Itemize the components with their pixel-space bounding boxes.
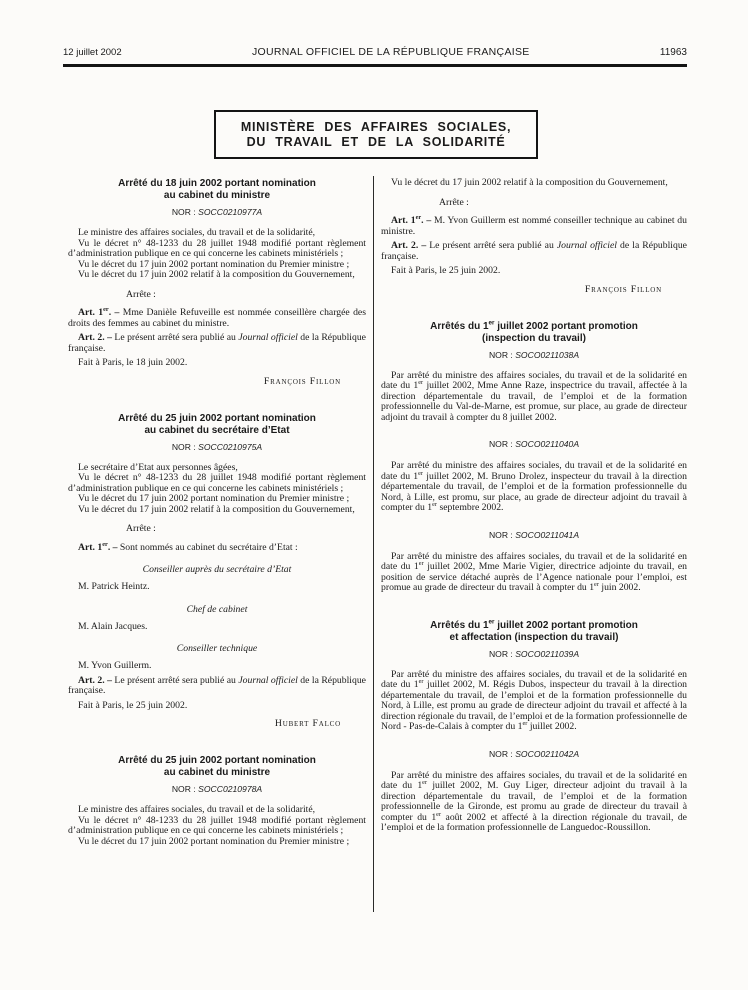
nor-line: NOR : SOCO0211039A [488, 648, 580, 659]
arrete-line: Arrête : [126, 523, 156, 534]
paragraph: Vu le décret du 17 juin 2002 portant nomination du Premier ministre ; [78, 493, 350, 504]
column-right [381, 178, 687, 834]
paragraph-art2: Art. 2. – Le présent arrêté sera publié au Journal officiel de la République française. [68, 332, 366, 354]
article-title: Arrêtés du 1er juillet 2002 portant promotion (inspection du travail) [430, 319, 638, 344]
paragraph: Par arrêté du ministre des affaires sociales, du travail et de la solidarité en date du 1er juillet 2002, M. Régis Dubos, inspecteur du travail à la direction départementale du travail, de l’emploi et de la formation professionnelle du Nord, à Lille, est promu au grade de directeur adjoint du travail et affecté à la direction régionale du travail, de l’emploi et de la formation professionnelle de Nord - Pas-de-Calais à compter du 1er juillet 2002. [381, 668, 688, 732]
date-line: Fait à Paris, le 25 juin 2002. [78, 699, 188, 711]
nor-code: SOCC0210975A [198, 441, 263, 452]
paragraph: Par arrêté du ministre des affaires sociales, du travail et de la solidarité en date du 1er juillet 2002, M. Guy Liger, directeur adjoint du travail à la direction départementale du travail, de l’emploi et de la formation professionnelle de la Gironde, est promu au grade de directeur du travail à compter du 1er août 2002 et affecté à la direction régionale du travail, de l’emploi et de la formation professionnelle de Languedoc-Roussillon. [381, 769, 687, 833]
signature: François Fillon [263, 375, 341, 387]
paragraph-art2: Art. 2. – Le présent arrêté sera publié au Journal officiel de la République française. [381, 240, 687, 262]
page-number: 11963 [659, 47, 687, 58]
paragraph: Le ministre des affaires sociales, du travail et de la solidarité, [78, 804, 316, 815]
nor-code: SOCC0210977A [198, 207, 263, 217]
column-left [68, 178, 366, 847]
paragraph-art1: Art. 1er. – Mme Danièle Refuveille est nommée conseillère chargée des droits des femmes au cabinet du ministre. [68, 305, 366, 329]
nor-code: SOCO0211039A [515, 648, 580, 659]
article-title: Arrêté du 25 juin 2002 portant nomination au cabinet du secrétaire d’Etat [118, 412, 316, 436]
paragraph: Le secrétaire d’Etat aux personnes âgées, [78, 461, 238, 473]
arrete-line: Arrête : [439, 196, 469, 208]
date-line: Fait à Paris, le 25 juin 2002. [391, 265, 501, 276]
signature: Hubert Falco [274, 718, 341, 729]
section-promotions [381, 321, 687, 594]
person-name: M. Yvon Guillerm. [78, 660, 152, 671]
function-subheading: Conseiller technique [176, 643, 258, 654]
date-line: Fait à Paris, le 18 juin 2002. [78, 357, 188, 368]
article-arrete-25-juin-secretaire [68, 413, 366, 730]
nor-code: SOCC0210978A [198, 784, 263, 794]
paragraph: Vu le décret n° 48-1233 du 28 juillet 1948 modifié portant règlement d’administration publique en ce qui concerne les cabinets ministériels ; [68, 814, 366, 836]
ministry-title-box [214, 110, 538, 159]
nor-line: NOR : SOCO0211042A [488, 748, 580, 759]
paragraph: Le ministre des affaires sociales, du travail et de la solidarité, [78, 227, 316, 238]
article-title: Arrêté du 25 juin 2002 portant nomination au cabinet du ministre [118, 755, 316, 778]
nor-line: NOR : SOCO0211040A [488, 439, 580, 449]
nor-line: NOR : SOCC0210975A [171, 441, 263, 452]
paragraph: Vu le décret n° 48-1233 du 28 juillet 1948 modifié portant règlement d’administration publique en ce qui concerne les cabinets ministériels ; [68, 472, 366, 494]
paragraph: Vu le décret du 17 juin 2002 portant nomination du Premier ministre ; [78, 835, 350, 847]
header-rule [63, 64, 687, 67]
paragraph: Vu le décret n° 48-1233 du 28 juillet 1948 modifié portant règlement d’administration publique en ce qui concerne les cabinets ministériels ; [68, 237, 366, 259]
column-divider [373, 176, 374, 912]
arrete-line: Arrête : [126, 288, 156, 300]
paragraph-art2: Art. 2. – Le présent arrêté sera publié au Journal officiel de la République française. [68, 674, 366, 696]
nor-line: NOR : SOCC0210978A [171, 784, 263, 794]
paragraph: Vu le décret du 17 juin 2002 relatif à la composition du Gouvernement, [78, 503, 355, 515]
paragraph: Par arrêté du ministre des affaires sociales, du travail et de la solidarité en date du 1er juillet 2002, Mme Marie Vigier, directrice adjointe du travail, en position de service détaché auprès de l’Agence nationale pour l’emploi, est promue au grade de directeur du travail à compter du 1er juin 2002. [381, 550, 687, 593]
article-arrete-18-juin [68, 178, 366, 387]
paragraph: Vu le décret du 17 juin 2002 portant nomination du Premier ministre ; [78, 258, 350, 270]
ministry-title-line1: MINISTÈRE DES AFFAIRES SOCIALES, [240, 120, 512, 134]
article-title: Arrêtés du 1er juillet 2002 portant promotion et affectation (inspection du travail) [430, 618, 638, 643]
article-arrete-25-juin-ministre [68, 755, 366, 847]
paragraph: Vu le décret du 17 juin 2002 relatif à la composition du Gouvernement, [391, 177, 668, 188]
function-subheading: Conseiller auprès du secrétaire d’Etat [142, 564, 292, 575]
person-name: M. Alain Jacques. [78, 620, 148, 632]
section-promotions-affectation [381, 620, 687, 834]
paragraph: Vu le décret du 17 juin 2002 relatif à la composition du Gouvernement, [78, 269, 355, 280]
paragraph: Par arrêté du ministre des affaires sociales, du travail et de la solidarité en date du 1er juillet 2002, Mme Anne Raze, inspectrice du travail, affectée à la direction départementale du travail, de l’emploi et de la formation professionnelle du Val-de-Marne, est promue, sur place, au grade de directeur adjoint du travail à compter du 8 juillet 2002. [381, 369, 687, 423]
function-subheading: Chef de cabinet [186, 603, 248, 615]
nor-line: NOR : SOCO0211041A [488, 529, 580, 540]
article-title: Arrêté du 18 juin 2002 portant nomination au cabinet du ministre [118, 178, 316, 201]
paragraph-art1: Art. 1er. – M. Yvon Guillerm est nommé conseiller technique au cabinet du ministre. [381, 213, 687, 237]
nor-code: SOCO0211041A [515, 529, 580, 540]
journal-title: JOURNAL OFFICIEL DE LA RÉPUBLIQUE FRANÇAISE [251, 46, 530, 58]
ministry-title-line2: DU TRAVAIL ET DE LA SOLIDARITÉ [246, 135, 506, 149]
nor-code: SOCO0211038A [515, 349, 580, 360]
signature: François Fillon [584, 283, 662, 295]
nor-code: SOCO0211040A [515, 439, 580, 449]
paragraph: Par arrêté du ministre des affaires sociales, du travail et de la solidarité en date du 1er juillet 2002, M. Bruno Drolez, inspecteur du travail à la direction départementale du travail, de l’emploi et de la formation professionnelle du Nord, à Lille, est promu, sur place, au grade de directeur adjoint du travail à compter du 1er septembre 2002. [381, 460, 687, 513]
nor-line: NOR : SOCO0211038A [488, 349, 580, 360]
nor-code: SOCO0211042A [515, 748, 580, 759]
issue-date: 12 juillet 2002 [63, 47, 122, 58]
nor-line: NOR : SOCC0210977A [171, 207, 263, 217]
paragraph-art1: Art. 1er. – Sont nommés au cabinet du secrétaire d’Etat : [78, 540, 298, 553]
person-name: M. Patrick Heintz. [78, 581, 150, 592]
article-arrete-25-juin-ministre-continuation [381, 178, 687, 295]
page-header [63, 46, 687, 58]
